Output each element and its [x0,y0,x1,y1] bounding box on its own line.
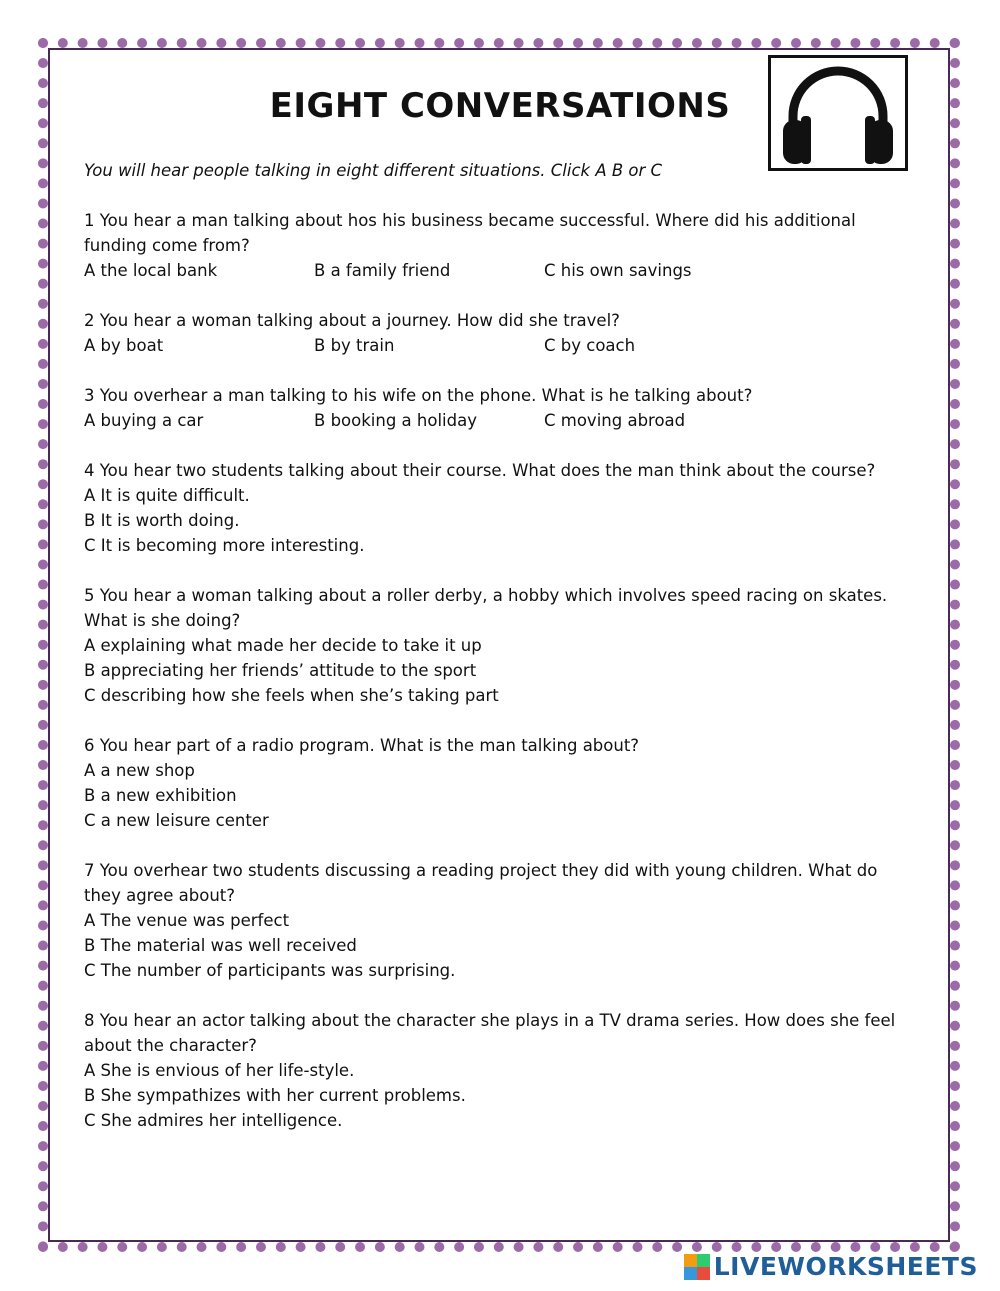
option-a[interactable]: A explaining what made her decide to take it up [84,636,482,655]
option-c[interactable]: C moving abroad [544,411,686,430]
option-b[interactable]: B The material was well received [84,936,357,955]
question-4 [84,458,914,558]
question-3 [84,383,914,433]
answer-options [84,333,914,358]
liveworksheets-brand[interactable] [684,1252,978,1281]
headphones-icon[interactable] [768,55,908,171]
question-text: 5 You hear a woman talking about a roller derby, a hobby which involves speed racing on skates. What is she doing? [84,586,888,630]
option-c[interactable]: C The number of participants was surprising. [84,961,456,980]
question-text: 1 You hear a man talking about hos his business became successful. Where did his additional funding come from? [84,211,856,255]
option-a[interactable]: A a new shop [84,761,195,780]
option-b[interactable]: B appreciating her friends’ attitude to the sport [84,661,477,680]
option-a[interactable]: A by boat [84,336,164,355]
question-6 [84,733,914,833]
option-c[interactable]: C by coach [544,336,636,355]
answer-options [84,258,914,283]
question-5 [84,583,914,708]
liveworksheets-logo-icon [684,1254,710,1280]
option-b[interactable]: B by train [314,336,395,355]
option-a[interactable]: A the local bank [84,261,218,280]
question-text: 2 You hear a woman talking about a journey. How did she travel? [84,311,620,330]
option-c[interactable]: C describing how she feels when she’s taking part [84,686,499,705]
question-1 [84,208,914,283]
question-text: 3 You overhear a man talking to his wife on the phone. What is he talking about? [84,386,753,405]
option-a[interactable]: A It is quite difficult. [84,486,250,505]
option-b[interactable]: B It is worth doing. [84,511,240,530]
option-a[interactable]: A She is envious of her life-style. [84,1061,355,1080]
question-text: 4 You hear two students talking about their course. What does the man think about the course? [84,461,876,480]
question-text: 8 You hear an actor talking about the character she plays in a TV drama series. How does she feel about the character? [84,1011,896,1055]
option-a[interactable]: A buying a car [84,411,204,430]
option-c[interactable]: C a new leisure center [84,811,269,830]
page-title: EIGHT CONVERSATIONS [269,86,731,126]
question-text: 7 You overhear two students discussing a reading project they did with young children. What do they agree about? [84,861,878,905]
option-a[interactable]: A The venue was perfect [84,911,290,930]
question-2 [84,308,914,358]
option-b[interactable]: B She sympathizes with her current problems. [84,1086,466,1105]
question-7 [84,858,914,983]
option-c[interactable]: C his own savings [544,261,692,280]
question-text: 6 You hear part of a radio program. What is the man talking about? [84,736,640,755]
option-b[interactable]: B a new exhibition [84,786,237,805]
instructions: You will hear people talking in eight different situations. Click A B or C [84,161,663,180]
option-c[interactable]: C It is becoming more interesting. [84,536,365,555]
worksheet-content [84,158,914,1133]
question-8 [84,1008,914,1133]
option-b[interactable]: B booking a holiday [314,411,477,430]
answer-options [84,408,914,433]
option-c[interactable]: C She admires her intelligence. [84,1111,343,1130]
option-b[interactable]: B a family friend [314,261,451,280]
brand-name: LIVEWORKSHEETS [713,1252,978,1281]
